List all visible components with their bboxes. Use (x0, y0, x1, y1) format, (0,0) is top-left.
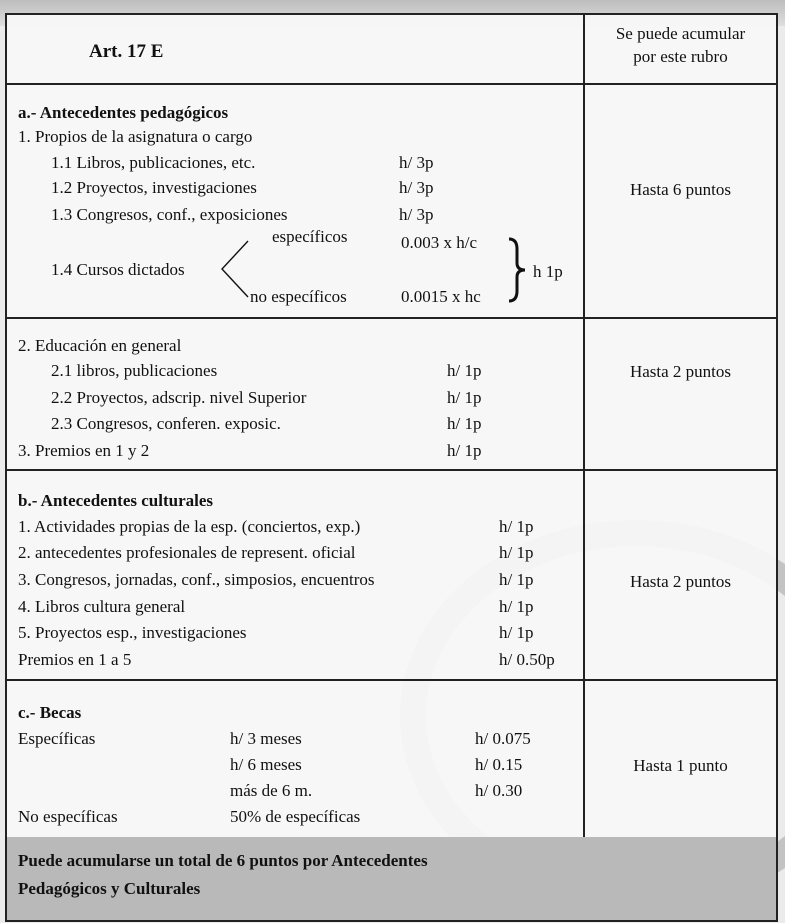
becas-value: h/ 0.30 (475, 781, 523, 800)
section-b-heading: b.- Antecedentes culturales (18, 491, 214, 510)
becas-especificas-label: Específicas (18, 729, 96, 748)
becas-value: h/ 0.15 (475, 755, 523, 774)
b-row-label: 4. Libros cultura general (18, 597, 186, 616)
section-b-limit: Hasta 2 puntos (629, 572, 732, 591)
a2-premios-label: 3. Premios en 1 y 2 (18, 441, 150, 460)
row-divider (7, 83, 776, 85)
a2-row-value: h/ 1p (447, 388, 482, 407)
a2-row-label: 2.1 libros, publicaciones (51, 361, 218, 380)
section-c-limit: Hasta 1 punto (633, 756, 728, 775)
left-brace-icon (220, 239, 250, 299)
a2-row-label: 2.2 Proyectos, adscrip. nivel Superior (51, 388, 307, 407)
a-row-value: h/ 3p (399, 153, 434, 172)
section-a2-limit: Hasta 2 puntos (629, 362, 732, 381)
b-row-value: h/ 1p (499, 623, 534, 642)
b-row-value: h/ 1p (499, 570, 534, 589)
row-divider (7, 679, 776, 681)
b-row-value: h/ 0.50p (499, 650, 555, 669)
b-row-label: 1. Actividades propias de la esp. (conciertos, exp.) (18, 517, 361, 536)
section-c-heading: c.- Becas (18, 703, 82, 722)
right-brace-icon (507, 237, 529, 303)
header-right-line2: por este rubro (633, 47, 728, 66)
cursos-dictados-label: 1.4 Cursos dictados (51, 260, 185, 279)
cursos-no-especificos-value: 0.0015 x hc (401, 287, 481, 306)
section-a2-heading: 2. Educación en general (18, 336, 182, 355)
becas-period: h/ 6 meses (230, 755, 302, 774)
header-right-line1: Se puede acumular (615, 24, 746, 43)
a2-row-value: h/ 1p (447, 414, 482, 433)
b-row-value: h/ 1p (499, 543, 534, 562)
section-a-heading: a.- Antecedentes pedagógicos (18, 103, 229, 122)
a-row-label: 1.3 Congresos, conf., exposiciones (51, 205, 288, 224)
b-row-label: 3. Congresos, jornadas, conf., simposios, encuentros (18, 570, 375, 589)
row-divider (7, 469, 776, 471)
section-a-limit: Hasta 6 puntos (629, 180, 732, 199)
b-row-label: Premios en 1 a 5 (18, 650, 132, 669)
b-row-value: h/ 1p (499, 517, 534, 536)
becas-no-especificas-value: 50% de específicas (230, 807, 361, 826)
footer-line1: Puede acumularse un total de 6 puntos por Antecedentes (18, 851, 428, 870)
table-title: Art. 17 E (89, 41, 164, 62)
b-row-value: h/ 1p (499, 597, 534, 616)
becas-period: más de 6 m. (230, 781, 313, 800)
a2-premios-value: h/ 1p (447, 441, 482, 460)
a2-row-label: 2.3 Congresos, conferen. exposic. (51, 414, 281, 433)
becas-no-especificas-label: No específicas (18, 807, 118, 826)
cursos-especificos-label: específicos (272, 227, 348, 246)
section-a-item1: 1. Propios de la asignatura o cargo (18, 127, 253, 146)
scoring-table (5, 13, 778, 922)
a-row-label: 1.2 Proyectos, investigaciones (51, 178, 257, 197)
cursos-no-especificos-label: no específicos (250, 287, 347, 306)
b-row-label: 5. Proyectos esp., investigaciones (18, 623, 247, 642)
a-row-value: h/ 3p (399, 205, 434, 224)
cursos-total: h 1p (533, 262, 563, 281)
a-row-label: 1.1 Libros, publicaciones, etc. (51, 153, 256, 172)
footer-line2: Pedagógicos y Culturales (18, 879, 201, 898)
cursos-especificos-value: 0.003 x h/c (401, 233, 478, 252)
total-footer (7, 837, 776, 920)
row-divider (7, 317, 776, 319)
b-row-label: 2. antecedentes profesionales de represent. oficial (18, 543, 356, 562)
a-row-value: h/ 3p (399, 178, 434, 197)
becas-value: h/ 0.075 (475, 729, 531, 748)
a2-row-value: h/ 1p (447, 361, 482, 380)
becas-period: h/ 3 meses (230, 729, 302, 748)
column-divider (583, 15, 585, 837)
